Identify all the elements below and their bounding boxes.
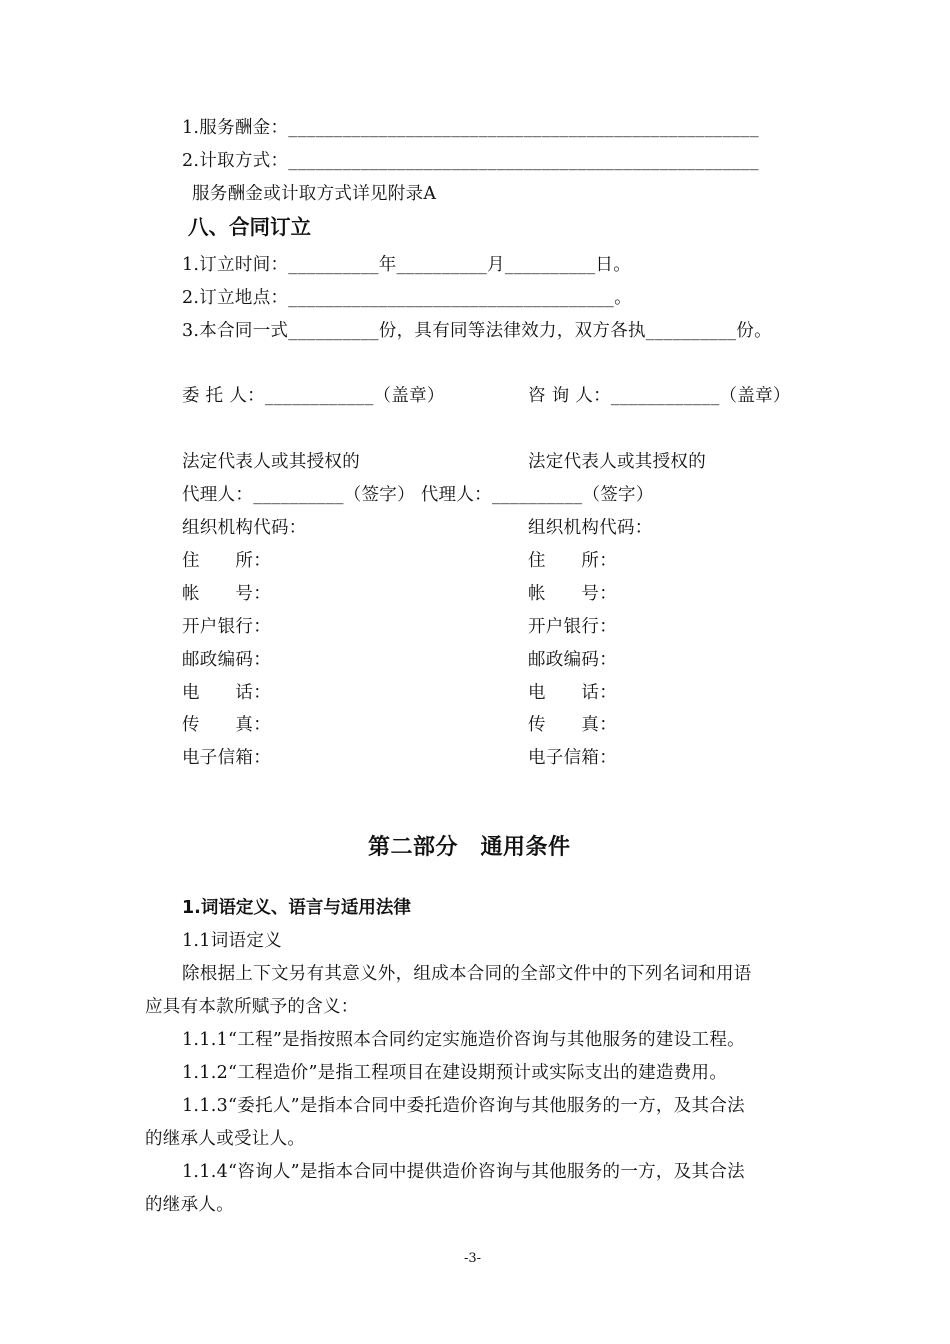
client-signature-line: 委 托 人：____________（盖章） xyxy=(182,386,445,406)
bank-label: 开户银行： xyxy=(528,617,617,637)
fax-label: 传 真： xyxy=(182,715,271,735)
fee-method-line: 2.计取方式：____________________________________________________ xyxy=(182,151,759,171)
fax-label: 传 真： xyxy=(528,715,617,735)
section-8-title: 八、合同订立 xyxy=(188,215,311,239)
definition-1-1-1: 1.1.1“工程”是指按照本合同约定实施造价咨询与其他服务的建设工程。 xyxy=(182,1030,745,1050)
email-label: 电子信箱： xyxy=(182,748,271,768)
fee-appendix-note: 服务酬金或计取方式详见附录A xyxy=(192,184,437,204)
bank-label: 开户银行： xyxy=(182,617,271,637)
page-number: -3- xyxy=(464,1251,482,1266)
intro-paragraph-line-2: 应具有本款所赋予的含义： xyxy=(145,997,359,1017)
intro-paragraph-line-1: 除根据上下文另有其意义外，组成本合同的全部文件中的下列名词和用语 xyxy=(182,964,752,984)
signing-place-line: 2.订立地点：____________________________________。 xyxy=(182,288,632,308)
legal-rep-label-left: 法定代表人或其授权的 xyxy=(182,452,360,472)
part-2-title: 第二部分 通用条件 xyxy=(368,835,571,860)
signing-date-line: 1.订立时间：__________年__________月__________日。 xyxy=(182,255,631,275)
address-label: 住 所： xyxy=(182,551,271,571)
definition-1-1-3-line-2: 的继承人或受让人。 xyxy=(145,1129,306,1149)
postcode-label: 邮政编码： xyxy=(528,650,617,670)
account-label: 帐 号： xyxy=(182,584,271,604)
consultant-signature-line: 咨 询 人：____________（盖章） xyxy=(528,386,791,406)
legal-rep-label-right: 法定代表人或其授权的 xyxy=(528,452,706,472)
account-label: 帐 号： xyxy=(528,584,617,604)
definition-1-1-3-line-1: 1.1.3“委托人”是指本合同中委托造价咨询与其他服务的一方，及其合法 xyxy=(182,1096,745,1116)
address-label: 住 所： xyxy=(528,551,617,571)
clause-1-1-title: 1.1词语定义 xyxy=(182,931,282,951)
org-code-label: 组织机构代码： xyxy=(528,518,653,538)
agent-signature-line: 代理人：__________（签字） 代理人：__________（签字） xyxy=(182,485,654,505)
postcode-label: 邮政编码： xyxy=(182,650,271,670)
clause-1-title: 1.词语定义、语言与适用法律 xyxy=(182,898,411,918)
phone-label: 电 话： xyxy=(528,683,617,703)
service-fee-line: 1.服务酬金：____________________________________________________ xyxy=(182,118,759,138)
definition-1-1-4-line-1: 1.1.4“咨询人”是指本合同中提供造价咨询与其他服务的一方，及其合法 xyxy=(182,1162,745,1182)
phone-label: 电 话： xyxy=(182,683,271,703)
definition-1-1-4-line-2: 的继承人。 xyxy=(145,1195,234,1215)
org-code-label: 组织机构代码： xyxy=(182,518,307,538)
email-label: 电子信箱： xyxy=(528,748,617,768)
copies-line: 3.本合同一式__________份，具有同等法律效力，双方各执__________份。 xyxy=(182,321,772,341)
definition-1-1-2: 1.1.2“工程造价”是指工程项目在建设期预计或实际支出的建造费用。 xyxy=(182,1063,728,1083)
